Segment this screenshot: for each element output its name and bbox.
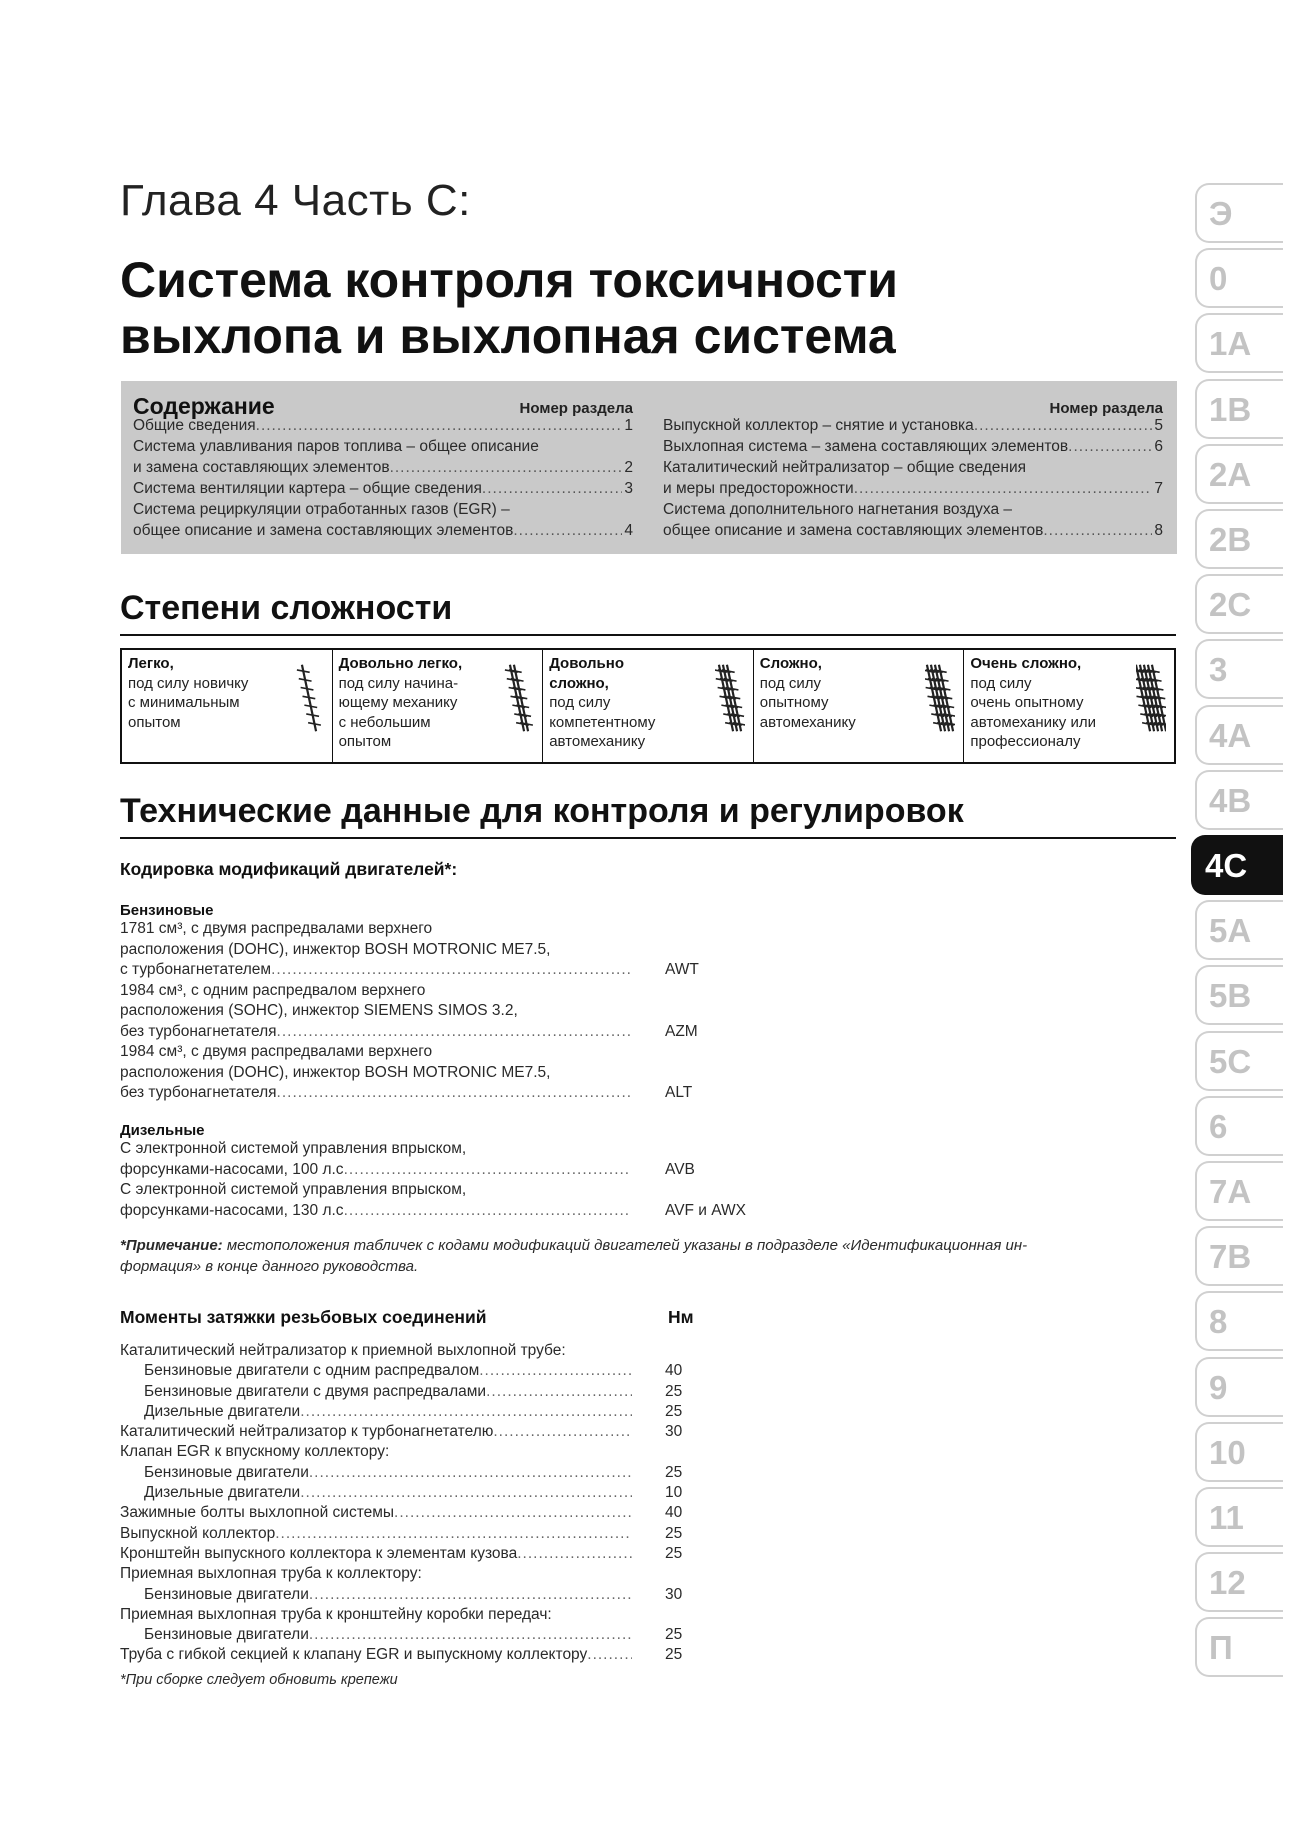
contents-entry-number: 5 [1154,417,1163,434]
difficulty-line: опытом [128,713,181,731]
chapter-tab[interactable]: 1А [1195,313,1283,373]
torque-label-text: Зажимные болты выхлопной системы [120,1504,395,1522]
difficulty-line: опытному [759,694,829,711]
torque-label [120,1402,632,1422]
chapter-tab[interactable]: Э [1195,183,1283,243]
difficulty-line: под силу [970,674,1032,692]
difficulty-line: Легко, [128,655,174,672]
contents-right-column [663,381,1163,541]
note-text-2: формация» в конце данного руководства. [120,1257,419,1275]
engine-code: AWT [665,961,699,978]
contents-entry-title: общее описание и замена составляющих элементов [133,522,514,539]
torque-label [120,1564,632,1584]
difficulty-level [333,650,544,762]
difficulty-text [760,654,910,732]
contents-entry[interactable] [663,478,1163,499]
spanner-icon [925,658,955,738]
torque-value: 30 [665,1585,683,1603]
chapter-tab[interactable]: 5А [1195,900,1283,960]
chapter-tab[interactable]: 5В [1195,965,1283,1025]
torque-label-text: Бензиновые двигатели с одним распредвалом [144,1362,480,1380]
contents-entry-title: и меры предосторожности [663,480,854,497]
torque-label [120,1422,632,1442]
section-number-label: Номер раздела [519,400,633,417]
contents-entry-number: 2 [624,459,633,476]
difficulty-text [970,654,1120,752]
difficulty-line: с минимальным [128,694,240,711]
contents-entry[interactable] [133,436,633,457]
torque-label [120,1382,632,1402]
torque-row [120,1625,760,1645]
chapter-tab[interactable]: 2С [1195,574,1283,634]
difficulty-line: Очень сложно, [970,655,1082,672]
engine-line [120,1160,630,1181]
difficulty-line: автомеханику или [970,713,1096,731]
torque-label [120,1544,632,1564]
contents-entry-title: Каталитический нейтрализатор – общие сведения [663,459,1027,476]
chapter-tab[interactable]: 2А [1195,444,1283,504]
difficulty-text [549,654,699,752]
dot-leader [300,1483,632,1503]
difficulty-line: Довольно [549,655,625,672]
dot-leader [974,415,1153,436]
engine-line: расположения (SOHC), инжектор SIEMENS SIMOS 3.2, [120,1002,518,1019]
difficulty-section-header [120,588,1176,636]
torque-table [120,1307,760,1666]
dot-leader [277,1022,630,1043]
torque-row [120,1585,760,1605]
engine-line-text: форсунками-насосами, 100 л.с [120,1160,344,1178]
dot-leader [277,1083,630,1104]
engine-code: AVF и AWX [665,1201,746,1219]
chapter-tab[interactable]: 1В [1195,379,1283,439]
section-number-label: Номер раздела [1049,400,1163,417]
engine-entry [120,919,760,981]
engine-line [120,1022,630,1043]
dot-leader [854,478,1153,499]
torque-label-text: Каталитический нейтрализатор к турбонагнетателю [120,1423,494,1441]
dot-leader [479,1361,632,1381]
engine-note [120,1236,1176,1277]
torque-label [120,1605,632,1625]
torque-label [120,1361,632,1381]
torque-row [120,1645,760,1665]
torque-value: 25 [665,1402,683,1420]
note-label: *Примечание: [120,1237,223,1254]
torque-label [120,1625,632,1645]
contents-entry-title: Система рециркуляции отработанных газов (EGR) – [133,501,510,518]
torque-value: 10 [665,1484,683,1502]
contents-entry[interactable] [133,520,633,541]
dot-leader [344,1160,630,1181]
torque-label [120,1524,632,1544]
spanner-icon [1136,658,1166,738]
engine-codes-heading-block [120,859,760,880]
torque-row [120,1442,760,1462]
dot-leader [309,1625,632,1645]
engine-entry [120,1139,760,1180]
torque-value: 25 [665,1382,683,1400]
chapter-tab[interactable]: 4В [1195,770,1283,830]
torque-label [120,1503,632,1523]
engine-codes-heading: Кодировка модификаций двигателей*: [120,859,458,879]
difficulty-level [543,650,754,762]
torque-label-text: Каталитический нейтрализатор к приемной выхлопной трубе: [120,1342,566,1359]
contents-entry-title: Выпускной коллектор – снятие и установка [663,417,974,434]
dot-leader [587,1645,632,1665]
difficulty-line: под силу начина- [338,674,459,692]
torque-value: 25 [665,1626,683,1644]
torque-row [120,1605,760,1625]
page-title [120,252,898,364]
difficulty-text [339,654,489,752]
engine-line: расположения (DOHC), инжектор BOSH MOTRONIC ME7.5, [120,1063,551,1081]
torque-label-text: Приемная выхлопная труба к кронштейну коробки передач: [120,1605,552,1623]
contents-entry-title: и замена составляющих элементов [133,459,390,476]
dot-leader [390,457,623,478]
torque-label [120,1341,632,1361]
contents-entry-title: Система улавливания паров топлива – общее описание [133,438,539,455]
torque-label-text: Клапан EGR к впускному коллектору: [120,1443,390,1461]
torque-value: 25 [665,1646,683,1664]
torque-label [120,1483,632,1503]
contents-entry-number: 1 [624,417,633,434]
torque-row [120,1503,760,1523]
engine-entry [120,1180,760,1221]
engine-line: расположения (DOHC), инжектор BOSH MOTRONIC ME7.5, [120,940,551,958]
torque-row [120,1483,760,1503]
note-text: местоположения табличек с кодами модификаций двигателей указаны в подразделе «Идентификационная ин- [222,1237,1028,1254]
chapter-tab[interactable]: 12 [1195,1552,1283,1612]
difficulty-line: ющему механику [338,694,458,711]
engine-code: AVB [665,1160,695,1178]
torque-unit: Нм [668,1307,694,1327]
difficulty-line: с небольшим [338,713,431,731]
contents-entry-number: 8 [1154,522,1163,539]
engine-code: ALT [665,1084,693,1101]
torque-value: 40 [665,1504,683,1522]
torque-footnote: *При сборке следует обновить крепежи [120,1672,398,1688]
torque-label-text: Бензиновые двигатели [144,1626,309,1644]
difficulty-line: профессионалу [970,733,1081,750]
difficulty-line: под силу [759,674,821,692]
torque-row [120,1524,760,1544]
torque-label-text: Приемная выхлопная труба к коллектору: [120,1565,422,1583]
engine-line: 1984 см³, с двумя распредвалами верхнего [120,1043,433,1060]
chapter-label: Глава 4 Часть С: [120,176,471,225]
petrol-label: Бензиновые [120,902,214,919]
difficulty-heading: Степени сложности [120,589,453,627]
torque-value: 25 [665,1463,683,1481]
engine-line [120,1201,630,1222]
torque-value: 40 [665,1362,683,1380]
difficulty-line: сложно, [549,674,609,692]
torque-value: 25 [665,1544,683,1562]
contents-entry[interactable] [663,415,1163,436]
chapter-tab[interactable]: 11 [1195,1487,1283,1547]
torque-label [120,1645,632,1665]
difficulty-line: Довольно легко, [338,655,463,672]
chapter-tab[interactable]: 10 [1195,1422,1283,1482]
dot-leader [256,415,623,436]
chapter-tab[interactable]: 3 [1195,639,1283,699]
contents-entry-title: Система дополнительного нагнетания воздуха – [663,501,1013,518]
spanner-icon [504,658,534,738]
tech-heading: Технические данные для контроля и регулировок [120,792,964,830]
dot-leader [309,1585,632,1605]
spanner-icon [715,658,745,738]
torque-row [120,1341,760,1361]
engine-line: 1781 см³, с двумя распредвалами верхнего [120,920,433,937]
engine-entry [120,1042,760,1104]
chapter-tab[interactable]: 5С [1195,1031,1283,1091]
dot-leader [493,1422,632,1442]
page-title-line-1: Система контроля токсичности [120,252,899,308]
chapter-tab[interactable]: П [1195,1617,1283,1677]
difficulty-text [128,654,278,732]
chapter-tab[interactable]: 9 [1195,1357,1283,1417]
torque-label-text: Бензиновые двигатели [144,1585,309,1603]
chapter-tab[interactable]: 4А [1195,705,1283,765]
torque-value: 25 [665,1524,683,1542]
torque-label-text: Кронштейн выпускного коллектора к элементам кузова [120,1544,518,1562]
contents-entry-number: 6 [1154,438,1163,455]
chapter-tab[interactable]: 7В [1195,1226,1283,1286]
engine-line-text: без турбонагнетателя [120,1084,277,1101]
tech-section-header [120,791,1176,839]
contents-entry-number: 4 [624,522,633,539]
torque-label-text: Дизельные двигатели [144,1402,301,1420]
diesel-label: Дизельные [120,1122,205,1139]
engine-line: 1984 см³, с одним распредвалом верхнего [120,981,426,999]
dot-leader [1043,520,1152,541]
torque-heading: Моменты затяжки резьбовых соединений [120,1307,487,1327]
contents-entry[interactable] [663,436,1163,457]
contents-entry[interactable] [133,478,633,499]
engine-code: AZM [665,1022,698,1040]
dot-leader [513,520,622,541]
chapter-tab[interactable]: 6 [1195,1096,1283,1156]
contents-entry[interactable] [133,499,633,520]
diesel-engines-block [120,1122,760,1221]
engine-line-text: форсунками-насосами, 130 л.с [120,1201,344,1219]
contents-entry[interactable] [133,457,633,478]
difficulty-level [964,650,1174,762]
engine-line-text: с турбонагнетателем [120,961,272,978]
engine-line [120,960,630,981]
contents-box [121,381,1177,554]
dot-leader [1068,436,1152,457]
torque-row [120,1463,760,1483]
dot-leader [394,1503,632,1523]
contents-left-column [133,381,633,541]
contents-entry[interactable] [663,457,1163,478]
contents-entry[interactable] [663,520,1163,541]
dot-leader [275,1524,632,1544]
difficulty-line: под силу [549,694,611,711]
difficulty-line: компетентному [549,713,656,731]
torque-row [120,1422,760,1442]
torque-label-text: Труба с гибкой секцией к клапану EGR и выпускному коллектору [120,1646,588,1664]
torque-row [120,1564,760,1584]
torque-label-text: Дизельные двигатели [144,1484,301,1502]
contents-entry-number: 7 [1154,480,1163,497]
torque-row [120,1361,760,1381]
difficulty-line: очень опытному [970,694,1084,711]
difficulty-line: под силу новичку [128,674,249,692]
engine-line: С электронной системой управления впрыском, [120,1181,467,1198]
contents-entry-title: Общие сведения [133,417,256,434]
difficulty-line: Сложно, [759,655,822,672]
torque-row [120,1382,760,1402]
torque-value: 30 [665,1423,683,1441]
page-title-line-2: выхлопа и выхлопная система [120,308,896,364]
dot-leader [271,960,630,981]
dot-leader [300,1402,632,1422]
torque-label-text: Выпускной коллектор [120,1524,276,1542]
chapter-tab[interactable]: 4С [1191,835,1283,895]
contents-title: Содержание [133,393,275,419]
contents-entry-title: Система вентиляции картера – общие сведения [133,480,482,497]
contents-entry-number: 3 [624,480,633,497]
contents-entry-title: общее описание и замена составляющих элементов [663,522,1044,539]
dot-leader [344,1201,630,1222]
torque-label-text: Бензиновые двигатели [144,1463,309,1481]
contents-entry[interactable] [663,499,1163,520]
torque-label [120,1442,632,1462]
engine-line [120,1083,630,1104]
chapter-tab[interactable]: 7А [1195,1161,1283,1221]
difficulty-level [754,650,965,762]
engine-line-text: без турбонагнетателя [120,1022,277,1040]
difficulty-line: опытом [338,733,392,750]
difficulty-level [122,650,333,762]
dot-leader [309,1463,632,1483]
chapter-tab[interactable]: 0 [1195,248,1283,308]
dot-leader [517,1544,632,1564]
engine-line: С электронной системой управления впрыском, [120,1140,467,1157]
torque-label [120,1463,632,1483]
petrol-engines-block [120,902,760,1104]
engine-entry [120,981,760,1043]
torque-label [120,1585,632,1605]
torque-row [120,1402,760,1422]
difficulty-table [120,648,1176,764]
torque-row [120,1544,760,1564]
torque-label-text: Бензиновые двигатели с двумя распредвалами [144,1382,487,1400]
contents-entry-title: Выхлопная система – замена составляющих элементов [663,438,1069,455]
dot-leader [486,1382,632,1402]
dot-leader [482,478,622,499]
spanner-icon [294,658,324,738]
difficulty-line: автомеханику [759,713,856,731]
difficulty-line: автомеханику [549,733,646,750]
chapter-tab[interactable]: 8 [1195,1291,1283,1351]
chapter-tab[interactable]: 2В [1195,509,1283,569]
